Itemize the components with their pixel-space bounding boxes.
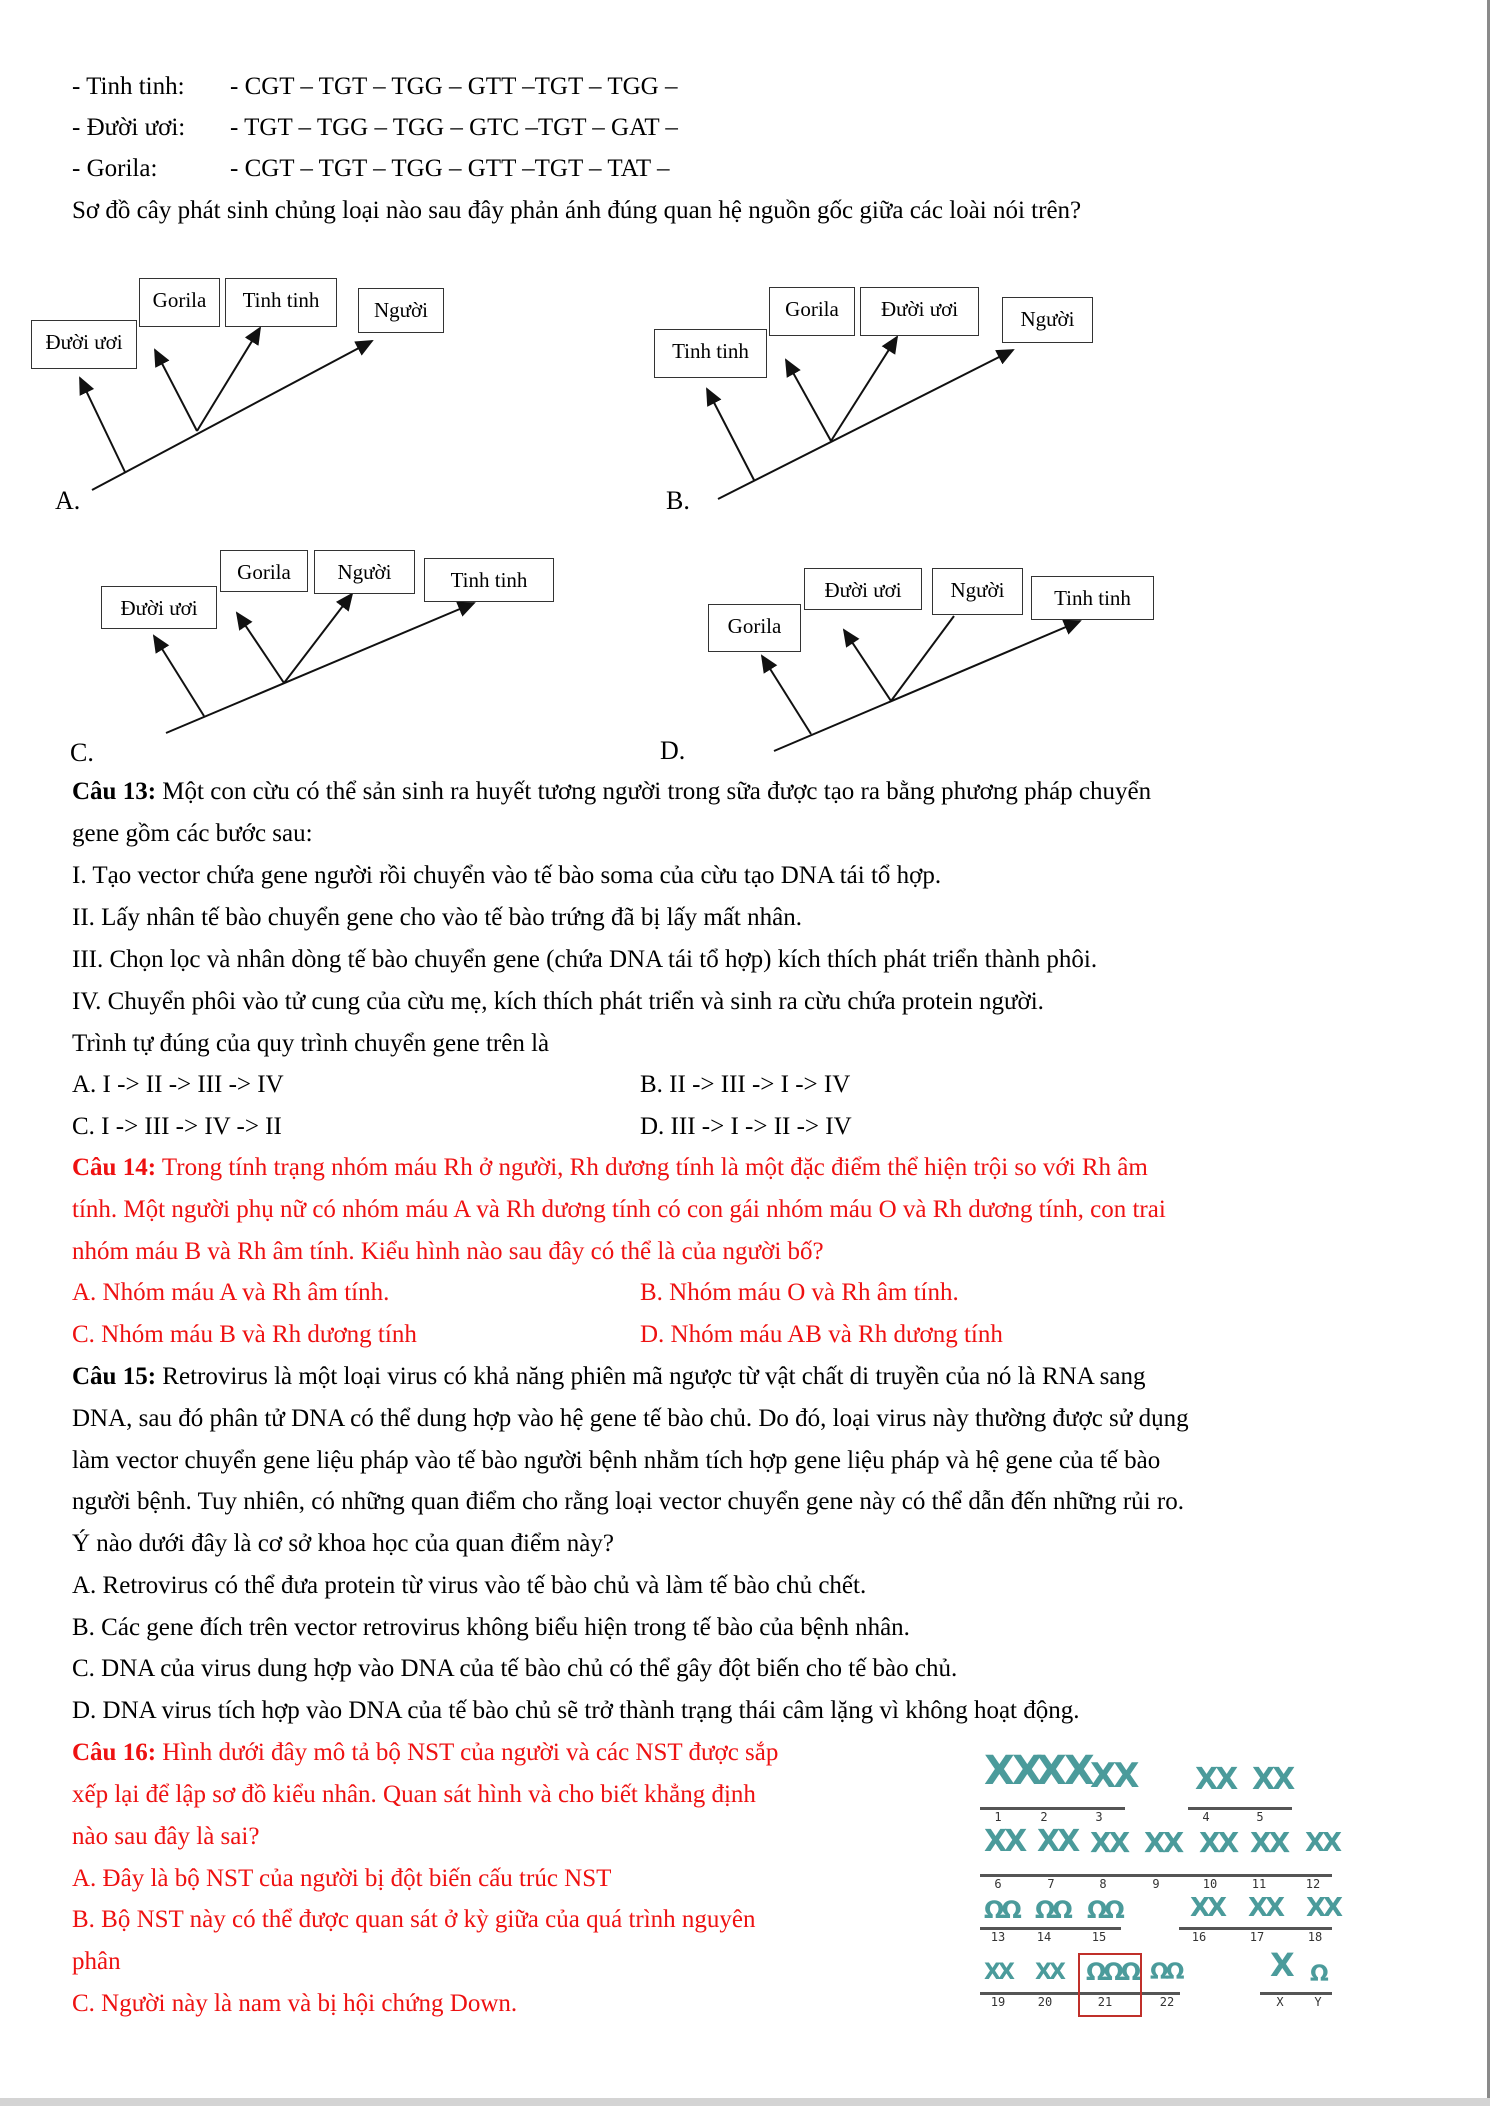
question-14-line-3: nhóm máu B và Rh âm tính. Kiểu hình nào sau đây có thể là của người bố? [72, 1238, 824, 1265]
chromosome-icon: XX [1190, 1893, 1225, 1923]
chromosome-icon: XX [984, 1748, 1040, 1794]
chromosome-number: 1 [994, 1810, 1002, 1824]
chromosome-number: X [1276, 1995, 1284, 2009]
option-b: B. II -> III -> I -> IV [640, 1071, 851, 1098]
chromosome-number: 20 [1037, 1995, 1053, 2009]
question-text: Retrovirus là một loại virus có khả năng phiên mã ngược từ vật chất di truyền của nó là RNA sang [156, 1363, 1146, 1390]
option-d: D. DNA virus tích hợp vào DNA của tế bào chủ sẽ trở thành trạng thái câm lặng vì không hoạt động. [72, 1697, 1080, 1724]
question-text: Trong tính trạng nhóm máu Rh ở người, Rh dương tính là một đặc điểm thể hiện trội so với Rh âm [156, 1154, 1148, 1181]
step-1: I. Tạo vector chứa gene người rồi chuyển vào tế bào soma của cừu tạo DNA tái tổ hợp. [72, 862, 942, 889]
chromosome-number: 4 [1202, 1810, 1210, 1824]
tree-node-box: Tinh tinh [654, 329, 767, 378]
tree-node-box: Gorila [139, 278, 220, 327]
option-b-cont: phân [72, 1948, 121, 1975]
tree-node-box: Người [314, 550, 415, 594]
chromosome-icon: XX [984, 1824, 1025, 1859]
tree-node-box: Người [932, 568, 1023, 615]
step-4: IV. Chuyển phôi vào tử cung của cừu mẹ, kích thích phát triển và sinh ra cừu chứa protein người. [72, 988, 1044, 1015]
q14-options-row-1 [72, 1278, 1372, 1308]
chromosome-icon: XX [1144, 1826, 1182, 1859]
question-label: Câu 14: [72, 1154, 157, 1181]
chromosome-y-icon: Ω [1310, 1962, 1326, 1987]
option-letter: B. [666, 486, 690, 515]
question-13-intro-cont: gene gồm các bước sau: [72, 820, 313, 847]
chromosome-icon: XX [1195, 1762, 1236, 1797]
species-label: - Gorila: [72, 155, 158, 182]
q14-options-row-2 [72, 1320, 1372, 1350]
chromosome-number: 14 [1036, 1930, 1052, 1944]
chromosome-number: 10 [1202, 1877, 1218, 1891]
question-13-intro [72, 777, 1151, 807]
chromosome-icon: XX [1252, 1762, 1293, 1797]
q13-options-row-1 [72, 1070, 1372, 1100]
question-label: Câu 16: [72, 1739, 157, 1766]
question-16-line-2: xếp lại để lập sơ đồ kiểu nhân. Quan sát hình và cho biết khẳng định [72, 1781, 756, 1808]
chromosome-number: 19 [990, 1995, 1006, 2009]
chromosome-icon: XX [1250, 1826, 1288, 1859]
chromosome-number: Y [1314, 1995, 1322, 2009]
chromosome-number: 17 [1249, 1930, 1265, 1944]
chromosome-number: 11 [1251, 1877, 1267, 1891]
tree-node-box: Người [1002, 297, 1093, 343]
question-15-line-2: DNA, sau đó phân tử DNA có thể dung hợp vào hệ gene tế bào chủ. Do đó, loại virus này thường được sử dụng [72, 1405, 1189, 1432]
chromosome-icon: XX [984, 1960, 1012, 1985]
option-a: A. Nhóm máu A và Rh âm tính. [72, 1279, 390, 1306]
chromosome-number: 21 [1097, 1995, 1113, 2009]
dna-sequence: - TGT – TGG – TGG – GTC –TGT – GAT – [230, 114, 678, 141]
chromosome-21-highlight-box [1078, 1953, 1142, 2017]
phylogenetic-tree-b [640, 270, 1260, 530]
tree-node-box: Tinh tinh [1031, 576, 1154, 620]
species-label: - Đười ươi: [72, 114, 186, 141]
chromosome-number: 18 [1307, 1930, 1323, 1944]
dna-sequence: - CGT – TGT – TGG – GTT –TGT – TAT – [230, 155, 670, 182]
chromosome-icon: ΩΩ [1035, 1896, 1070, 1924]
question-15-line-5: Ý nào dưới đây là cơ sở khoa học của quan điểm này? [72, 1530, 614, 1557]
species-label: - Tinh tinh: [72, 73, 185, 100]
chromosome-number: 8 [1099, 1877, 1107, 1891]
chromosome-icon: XX [1035, 1960, 1063, 1985]
chromosome-icon: XX [1199, 1826, 1237, 1859]
tree-node-box: Đười ươi [860, 287, 979, 336]
chromosome-icon: XX [1036, 1748, 1092, 1794]
chromosome-icon: ΩΩ [1087, 1896, 1122, 1924]
chromosome-number: 12 [1305, 1877, 1321, 1891]
chromosome-icon: ΩΩ [984, 1896, 1019, 1924]
tree-node-box: Gorila [769, 287, 855, 336]
tree-node-box: Đười ươi [101, 586, 217, 629]
chromosome-icon: XX [1037, 1824, 1078, 1859]
question-label: Câu 15: [72, 1363, 157, 1390]
option-a: A. Đây là bộ NST của người bị đột biến cấu trúc NST [72, 1865, 612, 1892]
tree-node-box: Đười ươi [804, 568, 922, 610]
option-b: B. Nhóm máu O và Rh âm tính. [640, 1279, 959, 1306]
question-14-line-2: tính. Một người phụ nữ có nhóm máu A và Rh dương tính có con gái nhóm máu O và Rh dương tính, con trai [72, 1196, 1166, 1223]
chromosome-number: 16 [1191, 1930, 1207, 1944]
chromosome-number: 3 [1095, 1810, 1103, 1824]
option-b: B. Bộ NST này có thể được quan sát ở kỳ giữa của quá trình nguyên [72, 1906, 756, 1933]
option-a: A. I -> II -> III -> IV [72, 1071, 284, 1098]
tree-node-box: Người [358, 288, 444, 333]
chromosome-icon: XX [1306, 1893, 1341, 1923]
chromosome-icon: XX [1305, 1828, 1340, 1858]
option-c: C. DNA của virus dung hợp vào DNA của tế bào chủ có thể gây đột biến cho tế bào chủ. [72, 1655, 958, 1682]
q13-options-row-2 [72, 1112, 1372, 1142]
option-c: C. Nhóm máu B và Rh dương tính [72, 1321, 417, 1348]
question-13-prompt: Trình tự đúng của quy trình chuyển gene trên là [72, 1030, 550, 1057]
chromosome-number: 5 [1256, 1810, 1264, 1824]
page-bottom-border [0, 2098, 1490, 2106]
chromosome-icon: XX [1090, 1756, 1137, 1796]
sequence-row-duoi-uoi [72, 113, 678, 143]
dna-sequence: - CGT – TGT – TGG – GTT –TGT – TGG – [230, 73, 678, 100]
karyotype-figure [980, 1738, 1360, 2016]
option-d: D. Nhóm máu AB và Rh dương tính [640, 1321, 1003, 1348]
sequence-row-tinh-tinh [72, 72, 677, 102]
chromosome-icon: ΩΩ [1150, 1960, 1182, 1985]
chromosome-icon: XX [1090, 1826, 1128, 1859]
question-text: Một con cừu có thể sản sinh ra huyết tương người trong sữa được tạo ra bằng phương pháp chuyển [156, 778, 1152, 805]
tree-node-box: Gorila [220, 550, 308, 592]
chromosome-number: 2 [1040, 1810, 1048, 1824]
tree-node-box: Tinh tinh [225, 278, 337, 327]
chromosome-number: 7 [1047, 1877, 1055, 1891]
step-3: III. Chọn lọc và nhân dòng tế bào chuyển gene (chứa DNA tái tổ hợp) kích thích phát triển thành phôi. [72, 946, 1098, 973]
question-16-line-3: nào sau đây là sai? [72, 1823, 260, 1850]
chromosome-number: 6 [994, 1877, 1002, 1891]
step-2: II. Lấy nhân tế bào chuyển gene cho vào tế bào trứng đã bị lấy mất nhân. [72, 904, 802, 931]
tree-node-box: Đười ươi [31, 320, 137, 369]
option-b: B. Các gene đích trên vector retrovirus không biểu hiện trong tế bào của bệnh nhân. [72, 1614, 910, 1641]
option-letter: D. [660, 736, 686, 765]
question-15-line-1 [72, 1362, 1145, 1392]
sequence-row-gorila [72, 154, 669, 184]
option-letter: C. [70, 738, 94, 767]
chromosome-number: 15 [1091, 1930, 1107, 1944]
chromosome-21-trisomy-icon: ΩΩΩ [1086, 1958, 1139, 1986]
question-15-line-3: làm vector chuyển gene liệu pháp vào tế bào người bệnh nhằm tích hợp gene liệu pháp và hệ gene của tế bào [72, 1447, 1161, 1474]
phylogenetic-tree-c [60, 530, 660, 770]
phylogenetic-tree-d [650, 550, 1250, 770]
question-14-line-1 [72, 1153, 1148, 1183]
question-15-line-4: người bệnh. Tuy nhiên, có những quan điểm cho rằng loại vector chuyển gene này có thể dẫn đến những rủi ro. [72, 1488, 1184, 1515]
chromosome-number: 22 [1159, 1995, 1175, 2009]
option-letter: A. [55, 486, 81, 515]
phylogenetic-tree-a [0, 260, 660, 530]
chromosome-x-icon: X [1270, 1946, 1292, 1984]
question-label: Câu 13: [72, 778, 157, 805]
chromosome-number: 9 [1152, 1877, 1160, 1891]
option-c: C. Người này là nam và bị hội chứng Down. [72, 1990, 518, 2017]
tree-node-box: Gorila [708, 604, 801, 652]
tree-node-box: Tinh tinh [424, 558, 554, 602]
question-12-prompt: Sơ đồ cây phát sinh chủng loại nào sau đây phản ánh đúng quan hệ nguồn gốc giữa các loài nói trên? [72, 197, 1082, 224]
option-d: D. III -> I -> II -> IV [640, 1113, 852, 1140]
option-a: A. Retrovirus có thể đưa protein từ virus vào tế bào chủ và làm tế bào chủ chết. [72, 1572, 867, 1599]
question-16-line-1 [72, 1738, 778, 1768]
option-c: C. I -> III -> IV -> II [72, 1113, 282, 1140]
question-text: Hình dưới đây mô tả bộ NST của người và các NST được sắp [156, 1739, 779, 1766]
chromosome-icon: XX [1248, 1893, 1283, 1923]
chromosome-number: 13 [990, 1930, 1006, 1944]
